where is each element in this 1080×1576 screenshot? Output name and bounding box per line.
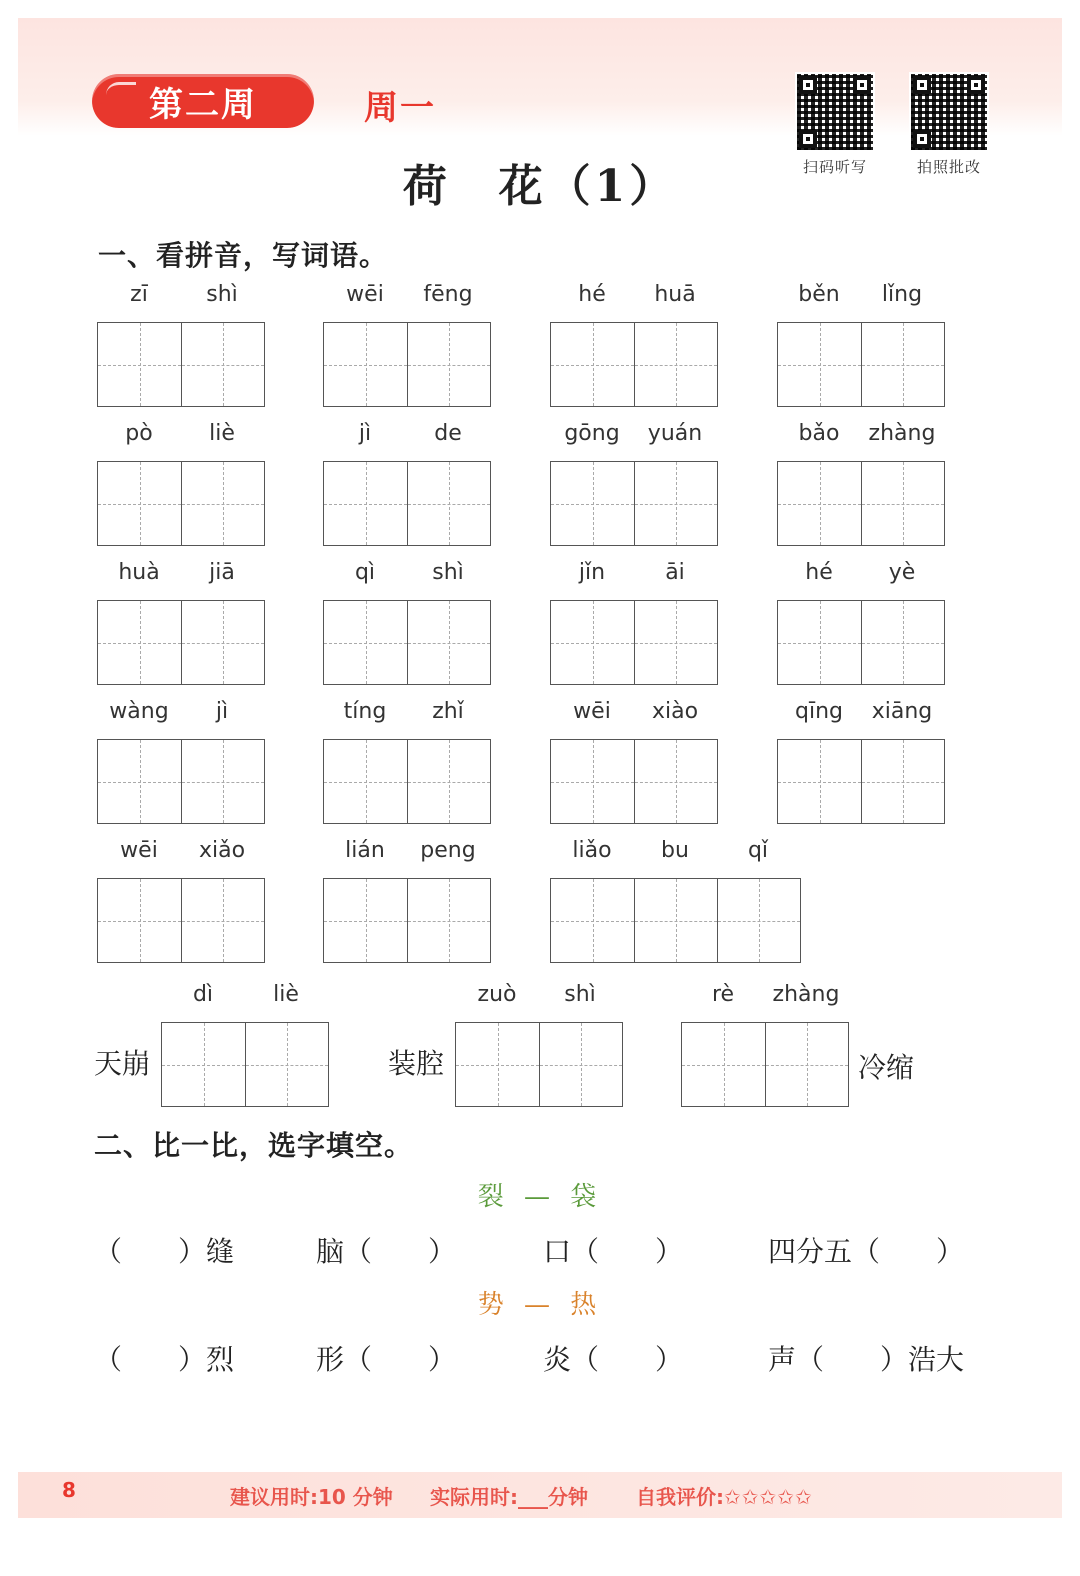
writing-cell[interactable] (778, 462, 861, 545)
pinyin-syllable: shì (432, 560, 464, 585)
writing-cell[interactable] (765, 1023, 848, 1106)
pinyin-syllable: yè (888, 560, 916, 585)
writing-boxes (550, 739, 718, 824)
pinyin-syllable: tíng (343, 699, 387, 724)
writing-cell[interactable] (551, 879, 634, 962)
fill-blank-item[interactable]: 声（ ）浩大 (768, 1343, 965, 1376)
pinyin-syllable: zuò (477, 982, 517, 1007)
writing-cell[interactable] (407, 879, 490, 962)
pinyin-syllable: dì (192, 982, 214, 1007)
fill-blank-item[interactable]: 脑（ ） (316, 1235, 457, 1268)
idiom-prefix: 天崩 (94, 1047, 151, 1080)
pinyin-syllable: qì (354, 560, 376, 585)
writing-cell[interactable] (324, 462, 407, 545)
writing-cell[interactable] (324, 601, 407, 684)
writing-cell[interactable] (861, 740, 944, 823)
qr-code-icon (909, 72, 989, 152)
writing-cell[interactable] (407, 601, 490, 684)
writing-cell[interactable] (98, 323, 181, 406)
writing-cell[interactable] (634, 601, 717, 684)
fill-blank-item[interactable]: （ ）烈 (94, 1343, 235, 1376)
writing-cell[interactable] (181, 740, 264, 823)
writing-cell[interactable] (551, 740, 634, 823)
writing-boxes (550, 322, 718, 407)
week-label: 第二周 (149, 84, 257, 125)
writing-boxes (97, 878, 265, 963)
writing-cell[interactable] (634, 740, 717, 823)
writing-cell[interactable] (162, 1023, 245, 1106)
writing-boxes (455, 1022, 623, 1107)
pinyin-syllable: xiǎo (198, 838, 246, 863)
writing-cell[interactable] (407, 323, 490, 406)
writing-boxes (550, 878, 801, 963)
fill-blank-item[interactable]: （ ）缝 (94, 1235, 235, 1268)
actual-time: 实际用时:___分钟 (430, 1485, 588, 1509)
writing-cell[interactable] (245, 1023, 328, 1106)
pinyin-syllable: qǐ (747, 838, 769, 863)
pinyin-syllable: qīng (795, 699, 843, 724)
week-badge (92, 74, 314, 128)
pinyin-syllable: wēi (120, 838, 158, 863)
writing-cell[interactable] (634, 323, 717, 406)
writing-boxes (777, 322, 945, 407)
writing-boxes (161, 1022, 329, 1107)
page-title: 荷 花（1） (402, 161, 678, 212)
pinyin-syllable: fēng (423, 282, 473, 307)
writing-cell[interactable] (551, 462, 634, 545)
pinyin-syllable: āi (665, 560, 685, 585)
writing-cell[interactable] (98, 601, 181, 684)
writing-cell[interactable] (324, 740, 407, 823)
writing-boxes (777, 739, 945, 824)
suggested-time: 建议用时:10 分钟 (230, 1485, 393, 1509)
writing-cell[interactable] (717, 879, 800, 962)
pinyin-syllable: běn (798, 282, 840, 307)
pinyin-syllable: huā (654, 282, 696, 307)
self-eval-label: 自我评价: (636, 1485, 724, 1509)
fill-blank-item[interactable]: 口（ ） (543, 1235, 684, 1268)
writing-cell[interactable] (778, 601, 861, 684)
writing-boxes (323, 322, 491, 407)
pinyin-syllable: liè (273, 982, 299, 1007)
pinyin-syllable: shì (564, 982, 596, 1007)
pinyin-syllable: wēi (346, 282, 384, 307)
pinyin-syllable: lǐng (881, 282, 923, 307)
writing-boxes (97, 461, 265, 546)
pinyin-syllable: jì (215, 699, 229, 724)
writing-boxes (777, 600, 945, 685)
writing-boxes (323, 878, 491, 963)
writing-cell[interactable] (98, 879, 181, 962)
pinyin-syllable: rè (711, 982, 735, 1007)
section1-title: 一、看拼音，写词语。 (98, 239, 389, 272)
writing-boxes (681, 1022, 849, 1107)
idiom-prefix: 装腔 (388, 1047, 445, 1080)
pinyin-syllable: hé (805, 560, 833, 585)
qr-grade-caption: 拍照批改 (916, 158, 981, 176)
qr-listen-caption: 扫码听写 (802, 158, 867, 176)
pinyin-syllable: lián (345, 838, 385, 863)
qr-code-icon (795, 72, 875, 152)
writing-cell[interactable] (634, 879, 717, 962)
writing-cell[interactable] (181, 323, 264, 406)
writing-boxes (323, 739, 491, 824)
day-label: 周一 (364, 88, 436, 128)
writing-cell[interactable] (407, 462, 490, 545)
badge-shine (106, 82, 136, 95)
pinyin-syllable: xiào (651, 699, 699, 724)
writing-cell[interactable] (551, 323, 634, 406)
pinyin-syllable: pò (125, 421, 153, 446)
pinyin-syllable: bǎo (798, 421, 840, 446)
pinyin-syllable: hé (578, 282, 606, 307)
pinyin-syllable: peng (420, 838, 476, 863)
writing-cell[interactable] (861, 462, 944, 545)
pinyin-syllable: wēi (573, 699, 611, 724)
fill-blank-item[interactable]: 炎（ ） (543, 1343, 684, 1376)
writing-cell[interactable] (98, 462, 181, 545)
writing-cell[interactable] (407, 740, 490, 823)
writing-cell[interactable] (861, 601, 944, 684)
page-number: 8 (62, 1478, 76, 1502)
pinyin-syllable: gōng (564, 421, 620, 446)
writing-boxes (97, 322, 265, 407)
writing-cell[interactable] (181, 462, 264, 545)
pinyin-syllable: zhàng (772, 982, 840, 1007)
writing-cell[interactable] (778, 323, 861, 406)
pinyin-syllable: huà (118, 560, 160, 585)
writing-boxes (777, 461, 945, 546)
pinyin-syllable: de (434, 421, 462, 446)
pinyin-syllable: jiā (209, 560, 235, 585)
self-evaluation (636, 1481, 813, 1510)
fill-blank-item[interactable]: 四分五（ ） (768, 1235, 965, 1268)
pinyin-syllable: zī (130, 282, 148, 307)
pinyin-syllable: liǎo (572, 838, 612, 863)
pinyin-syllable: zhǐ (432, 699, 464, 724)
fill-blank-item[interactable]: 形（ ） (316, 1343, 457, 1376)
pinyin-syllable: shì (206, 282, 238, 307)
char-pair: 势 — 热 (477, 1290, 603, 1320)
writing-cell[interactable] (456, 1023, 539, 1106)
star-rating[interactable]: ✩✩✩✩✩ (724, 1485, 813, 1509)
writing-cell[interactable] (324, 323, 407, 406)
writing-cell[interactable] (98, 740, 181, 823)
writing-boxes (323, 600, 491, 685)
writing-cell[interactable] (778, 740, 861, 823)
idiom-suffix: 冷缩 (858, 1051, 915, 1084)
writing-boxes (550, 461, 718, 546)
writing-cell[interactable] (324, 879, 407, 962)
writing-cell[interactable] (551, 601, 634, 684)
writing-cell[interactable] (181, 601, 264, 684)
pinyin-syllable: jǐn (578, 560, 606, 585)
pinyin-syllable: bu (661, 838, 689, 863)
writing-boxes (97, 739, 265, 824)
writing-cell[interactable] (181, 879, 264, 962)
pinyin-syllable: zhàng (868, 421, 936, 446)
section2-title: 二、比一比，选字填空。 (94, 1129, 414, 1162)
writing-cell[interactable] (539, 1023, 622, 1106)
pinyin-syllable: wàng (109, 699, 169, 724)
writing-boxes (97, 600, 265, 685)
writing-boxes (550, 600, 718, 685)
writing-cell[interactable] (634, 462, 717, 545)
pinyin-syllable: liè (209, 421, 235, 446)
writing-cell[interactable] (861, 323, 944, 406)
char-pair: 裂 — 袋 (477, 1182, 603, 1212)
pinyin-syllable: xiāng (871, 699, 933, 724)
pinyin-syllable: yuán (647, 421, 703, 446)
writing-boxes (323, 461, 491, 546)
pinyin-syllable: jì (358, 421, 372, 446)
writing-cell[interactable] (682, 1023, 765, 1106)
